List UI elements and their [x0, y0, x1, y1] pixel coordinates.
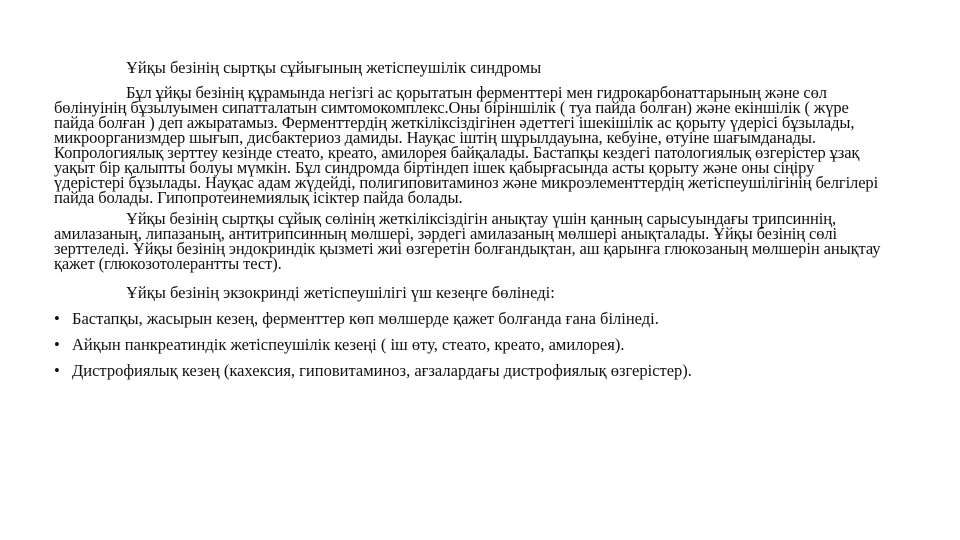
list-item — [54, 335, 884, 354]
list-item-text: Айқын панкреатиндік жетіспеушілік кезеңі ( іш өту, стеато, креато, амилорея). — [72, 335, 625, 354]
list-item — [54, 361, 884, 380]
stages-list — [54, 309, 884, 380]
stages-intro: Ұйқы безінің экзокринді жетіспеушілігі үш кезеңге бөлінеді: — [126, 283, 555, 302]
bullet: • — [54, 309, 60, 328]
list-item-text: Дистрофиялық кезең (кахексия, гиповитаминоз, ағзалардағы дистрофиялық өзгерістер). — [72, 361, 692, 380]
slide-content — [54, 58, 884, 380]
list-item — [54, 309, 884, 328]
list-item-text: Бастапқы, жасырын кезең, ферменттер көп мөлшерде қажет болғанда ғана білінеді. — [72, 309, 659, 328]
slide-heading: Ұйқы безінің сыртқы сұйығының жетіспеушілік синдромы — [126, 58, 542, 77]
bullet: • — [54, 335, 60, 354]
paragraph-diagnostics: Ұйқы безінің сыртқы сұйық сөлінің жеткіліксіздігін анықтау үшін қанның сарысуындағы трипсиннің, амилазаның, липазаның, антитрипсинның мөлшері, зәрдегі амилазаның мөлшері анықталады. Ұйқы безінің сөлі зерттеледі. Ұйқы безінің эндокриндік қызметі жиі өзгеретін болғандықтан, аш қарынға глюкозаның мөлшерін анықтау қажет (глюкозотолерантты тест). — [54, 209, 881, 273]
paragraph-definition: Бұл ұйқы безінің құрамында негізгі ас қорытатын ферменттері мен гидрокарбонаттарының және сөл бөлінуінің бұзылуымен сипатталатын симтомокомплекс.Оны біріншілік ( туа пайда болған) және екіншілік ( жүре пайда болған ) деп ажыратамыз. Ферменттердің жеткіліксіздігінен әдеттегі ішекішілік ас қорыту үдерісі бұзылады, микроорганизмдер шығып, дисбактериоз дамиды. Науқас іштің шұрылдауына, кебуіне, өтуіне шағымданады. Копрологиялық зерттеу кезінде стеато, креато, амилорея байқалады. Бастапқы кездегі патологиялық өзгерістер ұзақ уақыт бір қалыпты болуы мүмкін. Бұл синдромда біртіндеп ішек қабырғасында асты қорыту және оны сіңіру үдерістері бұзылады. Науқас адам жүдейді, полигиповитаминоз және микроэлементтердің жетіспеушілігінің белгілері пайда болады. Гипопротеинемиялық ісіктер пайда болады. — [54, 83, 879, 207]
bullet: • — [54, 361, 60, 380]
